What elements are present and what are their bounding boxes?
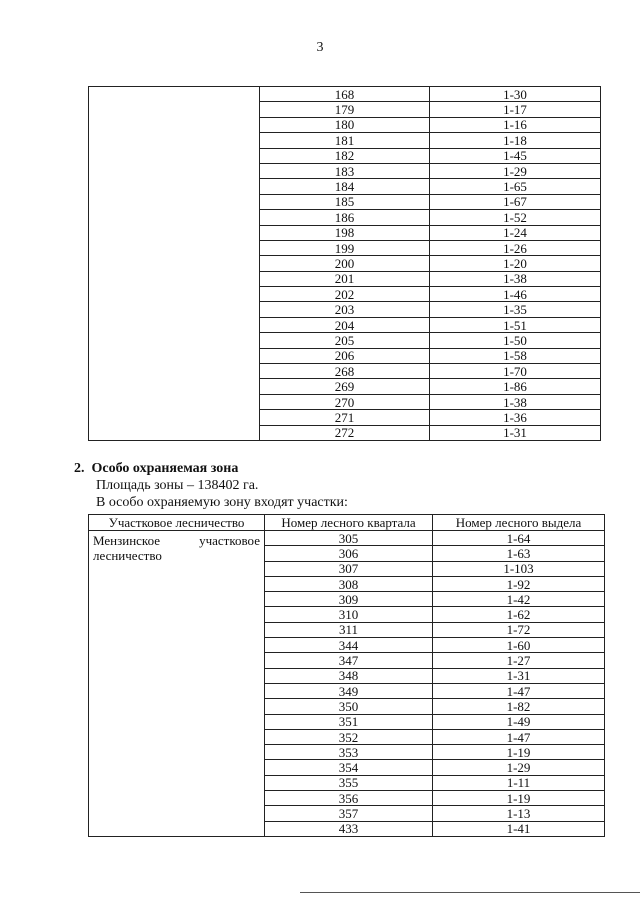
allotment-cell: 1-19 (433, 791, 605, 806)
allotment-cell: 1-51 (430, 317, 601, 332)
protected-zone-table (88, 514, 605, 837)
quarter-cell: 168 (260, 87, 430, 102)
allotment-cell: 1-58 (430, 348, 601, 363)
table-header-row (89, 515, 605, 531)
quarter-cell: 311 (265, 622, 433, 637)
zone-area-text: Площадь зоны – 138402 га. (96, 478, 259, 493)
allotment-cell: 1-86 (430, 379, 601, 394)
allotment-cell: 1-30 (430, 87, 601, 102)
quarter-cell: 350 (265, 699, 433, 714)
quarter-cell: 348 (265, 668, 433, 683)
allotment-cell: 1-72 (433, 622, 605, 637)
quarter-cell: 204 (260, 317, 430, 332)
section-title: Особо охраняемая зона (91, 461, 239, 476)
allotment-cell: 1-27 (433, 653, 605, 668)
section-protected-zone (74, 460, 348, 511)
quarter-cell: 186 (260, 210, 430, 225)
zone-intro-text: В особо охраняемую зону входят участки: (96, 495, 348, 510)
allotment-cell: 1-38 (430, 271, 601, 286)
table-row (89, 531, 605, 546)
quarter-cell: 306 (265, 546, 433, 561)
allotment-cell: 1-62 (433, 607, 605, 622)
quarter-cell: 270 (260, 394, 430, 409)
allotment-cell: 1-64 (433, 531, 605, 546)
quarter-cell: 355 (265, 775, 433, 790)
allotment-cell: 1-63 (433, 546, 605, 561)
allotment-cell: 1-47 (433, 729, 605, 744)
quarter-cell: 349 (265, 683, 433, 698)
quarter-cell: 344 (265, 638, 433, 653)
empty-district-cell (89, 87, 260, 441)
quarter-cell: 433 (265, 821, 433, 836)
quarter-cell: 179 (260, 102, 430, 117)
allotment-cell: 1-13 (433, 806, 605, 821)
allotment-cell: 1-103 (433, 561, 605, 576)
allotment-cell: 1-36 (430, 410, 601, 425)
page-number: 3 (316, 40, 324, 55)
district-word: Мензинское (93, 533, 161, 548)
allotment-cell: 1-38 (430, 394, 601, 409)
allotment-cell: 1-29 (430, 163, 601, 178)
quarter-cell: 352 (265, 729, 433, 744)
allotment-cell: 1-70 (430, 364, 601, 379)
quarter-cell: 200 (260, 256, 430, 271)
allotment-cell: 1-50 (430, 333, 601, 348)
quarter-cell: 180 (260, 117, 430, 132)
continued-quarters-table (88, 86, 601, 441)
quarter-cell: 203 (260, 302, 430, 317)
allotment-cell: 1-20 (430, 256, 601, 271)
allotment-cell: 1-31 (433, 668, 605, 683)
quarter-cell: 305 (265, 531, 433, 546)
allotment-cell: 1-24 (430, 225, 601, 240)
quarter-cell: 347 (265, 653, 433, 668)
section-heading (74, 460, 348, 477)
protected-zone-table-body (89, 531, 605, 837)
allotment-cell: 1-42 (433, 592, 605, 607)
quarter-cell: 351 (265, 714, 433, 729)
header-allotment: Номер лесного выдела (433, 515, 605, 531)
allotment-cell: 1-46 (430, 287, 601, 302)
district-word: участковое (199, 533, 260, 548)
allotment-cell: 1-41 (433, 821, 605, 836)
allotment-cell: 1-65 (430, 179, 601, 194)
quarter-cell: 357 (265, 806, 433, 821)
quarter-cell: 354 (265, 760, 433, 775)
quarter-cell: 356 (265, 791, 433, 806)
allotment-cell: 1-67 (430, 194, 601, 209)
bottom-divider (300, 892, 640, 893)
allotment-cell: 1-35 (430, 302, 601, 317)
quarter-cell: 182 (260, 148, 430, 163)
quarter-cell: 271 (260, 410, 430, 425)
quarter-cell: 199 (260, 240, 430, 255)
quarter-cell: 269 (260, 379, 430, 394)
allotment-cell: 1-52 (430, 210, 601, 225)
quarter-cell: 181 (260, 133, 430, 148)
quarter-cell: 184 (260, 179, 430, 194)
quarter-cell: 202 (260, 287, 430, 302)
district-cell (89, 531, 265, 837)
allotment-cell: 1-60 (433, 638, 605, 653)
allotment-cell: 1-31 (430, 425, 601, 440)
quarter-cell: 308 (265, 576, 433, 591)
quarter-cell: 272 (260, 425, 430, 440)
quarter-cell: 205 (260, 333, 430, 348)
allotment-cell: 1-49 (433, 714, 605, 729)
quarter-cell: 353 (265, 745, 433, 760)
allotment-cell: 1-11 (433, 775, 605, 790)
allotment-cell: 1-82 (433, 699, 605, 714)
table-row (89, 87, 601, 102)
allotment-cell: 1-16 (430, 117, 601, 132)
quarter-cell: 183 (260, 163, 430, 178)
quarter-cell: 185 (260, 194, 430, 209)
section-number: 2. (74, 461, 85, 476)
header-quarter: Номер лесного квартала (265, 515, 433, 531)
quarter-cell: 201 (260, 271, 430, 286)
allotment-cell: 1-45 (430, 148, 601, 163)
quarter-cell: 206 (260, 348, 430, 363)
allotment-cell: 1-17 (430, 102, 601, 117)
quarter-cell: 268 (260, 364, 430, 379)
allotment-cell: 1-26 (430, 240, 601, 255)
allotment-cell: 1-18 (430, 133, 601, 148)
allotment-cell: 1-29 (433, 760, 605, 775)
district-line (93, 533, 260, 548)
header-district: Участковое лесничество (89, 515, 265, 531)
quarter-cell: 310 (265, 607, 433, 622)
quarter-cell: 198 (260, 225, 430, 240)
district-word: лесничество (93, 548, 162, 563)
allotment-cell: 1-92 (433, 576, 605, 591)
allotment-cell: 1-19 (433, 745, 605, 760)
continued-quarters-table-body (89, 87, 601, 441)
allotment-cell: 1-47 (433, 683, 605, 698)
quarter-cell: 307 (265, 561, 433, 576)
quarter-cell: 309 (265, 592, 433, 607)
